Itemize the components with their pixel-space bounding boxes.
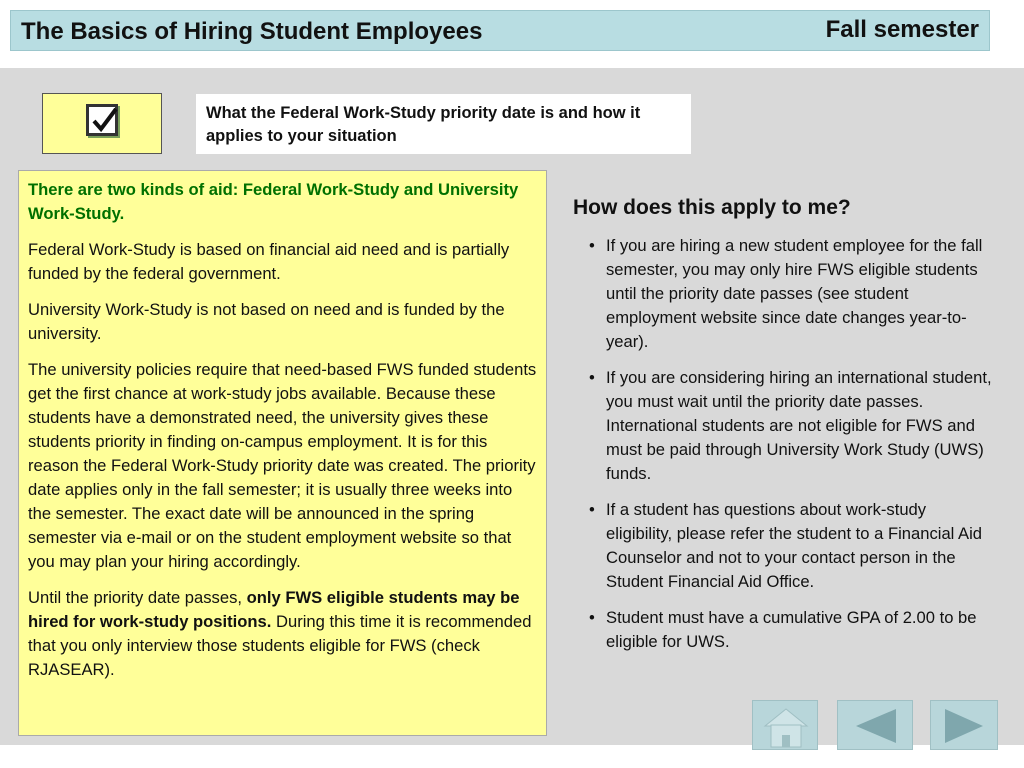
home-button[interactable]: [752, 700, 818, 750]
list-item: • If a student has questions about work-study eligibility, please refer the student to a Financial Aid Counselor and not to your contact person in the Student Financial Aid Office.: [573, 498, 993, 594]
topic-box: What the Federal Work-Study priority date is and how it applies to your situation: [196, 94, 691, 154]
paragraph-fws: Federal Work-Study is based on financial aid need and is partially funded by the federal government.: [28, 240, 510, 283]
paragraph-uws: University Work-Study is not based on need and is funded by the university.: [28, 300, 505, 343]
apply-panel: [573, 196, 993, 666]
list-item: • Student must have a cumulative GPA of 2.00 to be eligible for UWS.: [573, 606, 993, 654]
arrow-right-icon: [931, 701, 999, 751]
header-bar: [10, 10, 990, 51]
arrow-left-icon: [838, 701, 914, 751]
intro-text: There are two kinds of aid: Federal Work-Study and University Work-Study.: [28, 180, 519, 223]
apply-title: How does this apply to me?: [573, 196, 851, 219]
next-button[interactable]: [930, 700, 998, 750]
page-title: The Basics of Hiring Student Employees: [21, 18, 483, 45]
previous-button[interactable]: [837, 700, 913, 750]
semester-label: Fall semester: [825, 16, 979, 43]
until-text-start: Until the priority date passes,: [28, 588, 247, 607]
home-icon: [753, 701, 819, 751]
paragraph-until: [28, 586, 538, 682]
until-text-bold: only FWS eligible students may be hired for work-study positions.: [28, 588, 520, 631]
until-text-end: During this time it is recommended that you only interview those students eligible for FWS (check RJASEAR).: [28, 612, 532, 679]
apply-list: [573, 234, 993, 654]
checkmark-icon: [86, 104, 118, 136]
paragraph-policy: The university policies require that need-based FWS funded students get the first chance at work-study jobs available. Because these students have a demonstrated need, the university gives these students priority in finding on-campus employment. It is for this reason the Federal Work-Study priority date was created. The priority date applies only in the fall semester; it is usually three weeks into the semester. The exact date will be announced in the spring semester via e-mail or on the student employment website so that you may plan your hiring accordingly.: [28, 360, 537, 571]
info-panel: [18, 170, 547, 736]
checklist-box: [42, 93, 162, 154]
list-item: • If you are considering hiring an international student, you must wait until the priority date passes. International students are not eligible for FWS and must be paid through University Work Study (UWS) funds.: [573, 366, 993, 486]
list-item: • If you are hiring a new student employee for the fall semester, you may only hire FWS eligible students until the priority date passes (see student employment website since date changes year-to-year).: [573, 234, 993, 354]
